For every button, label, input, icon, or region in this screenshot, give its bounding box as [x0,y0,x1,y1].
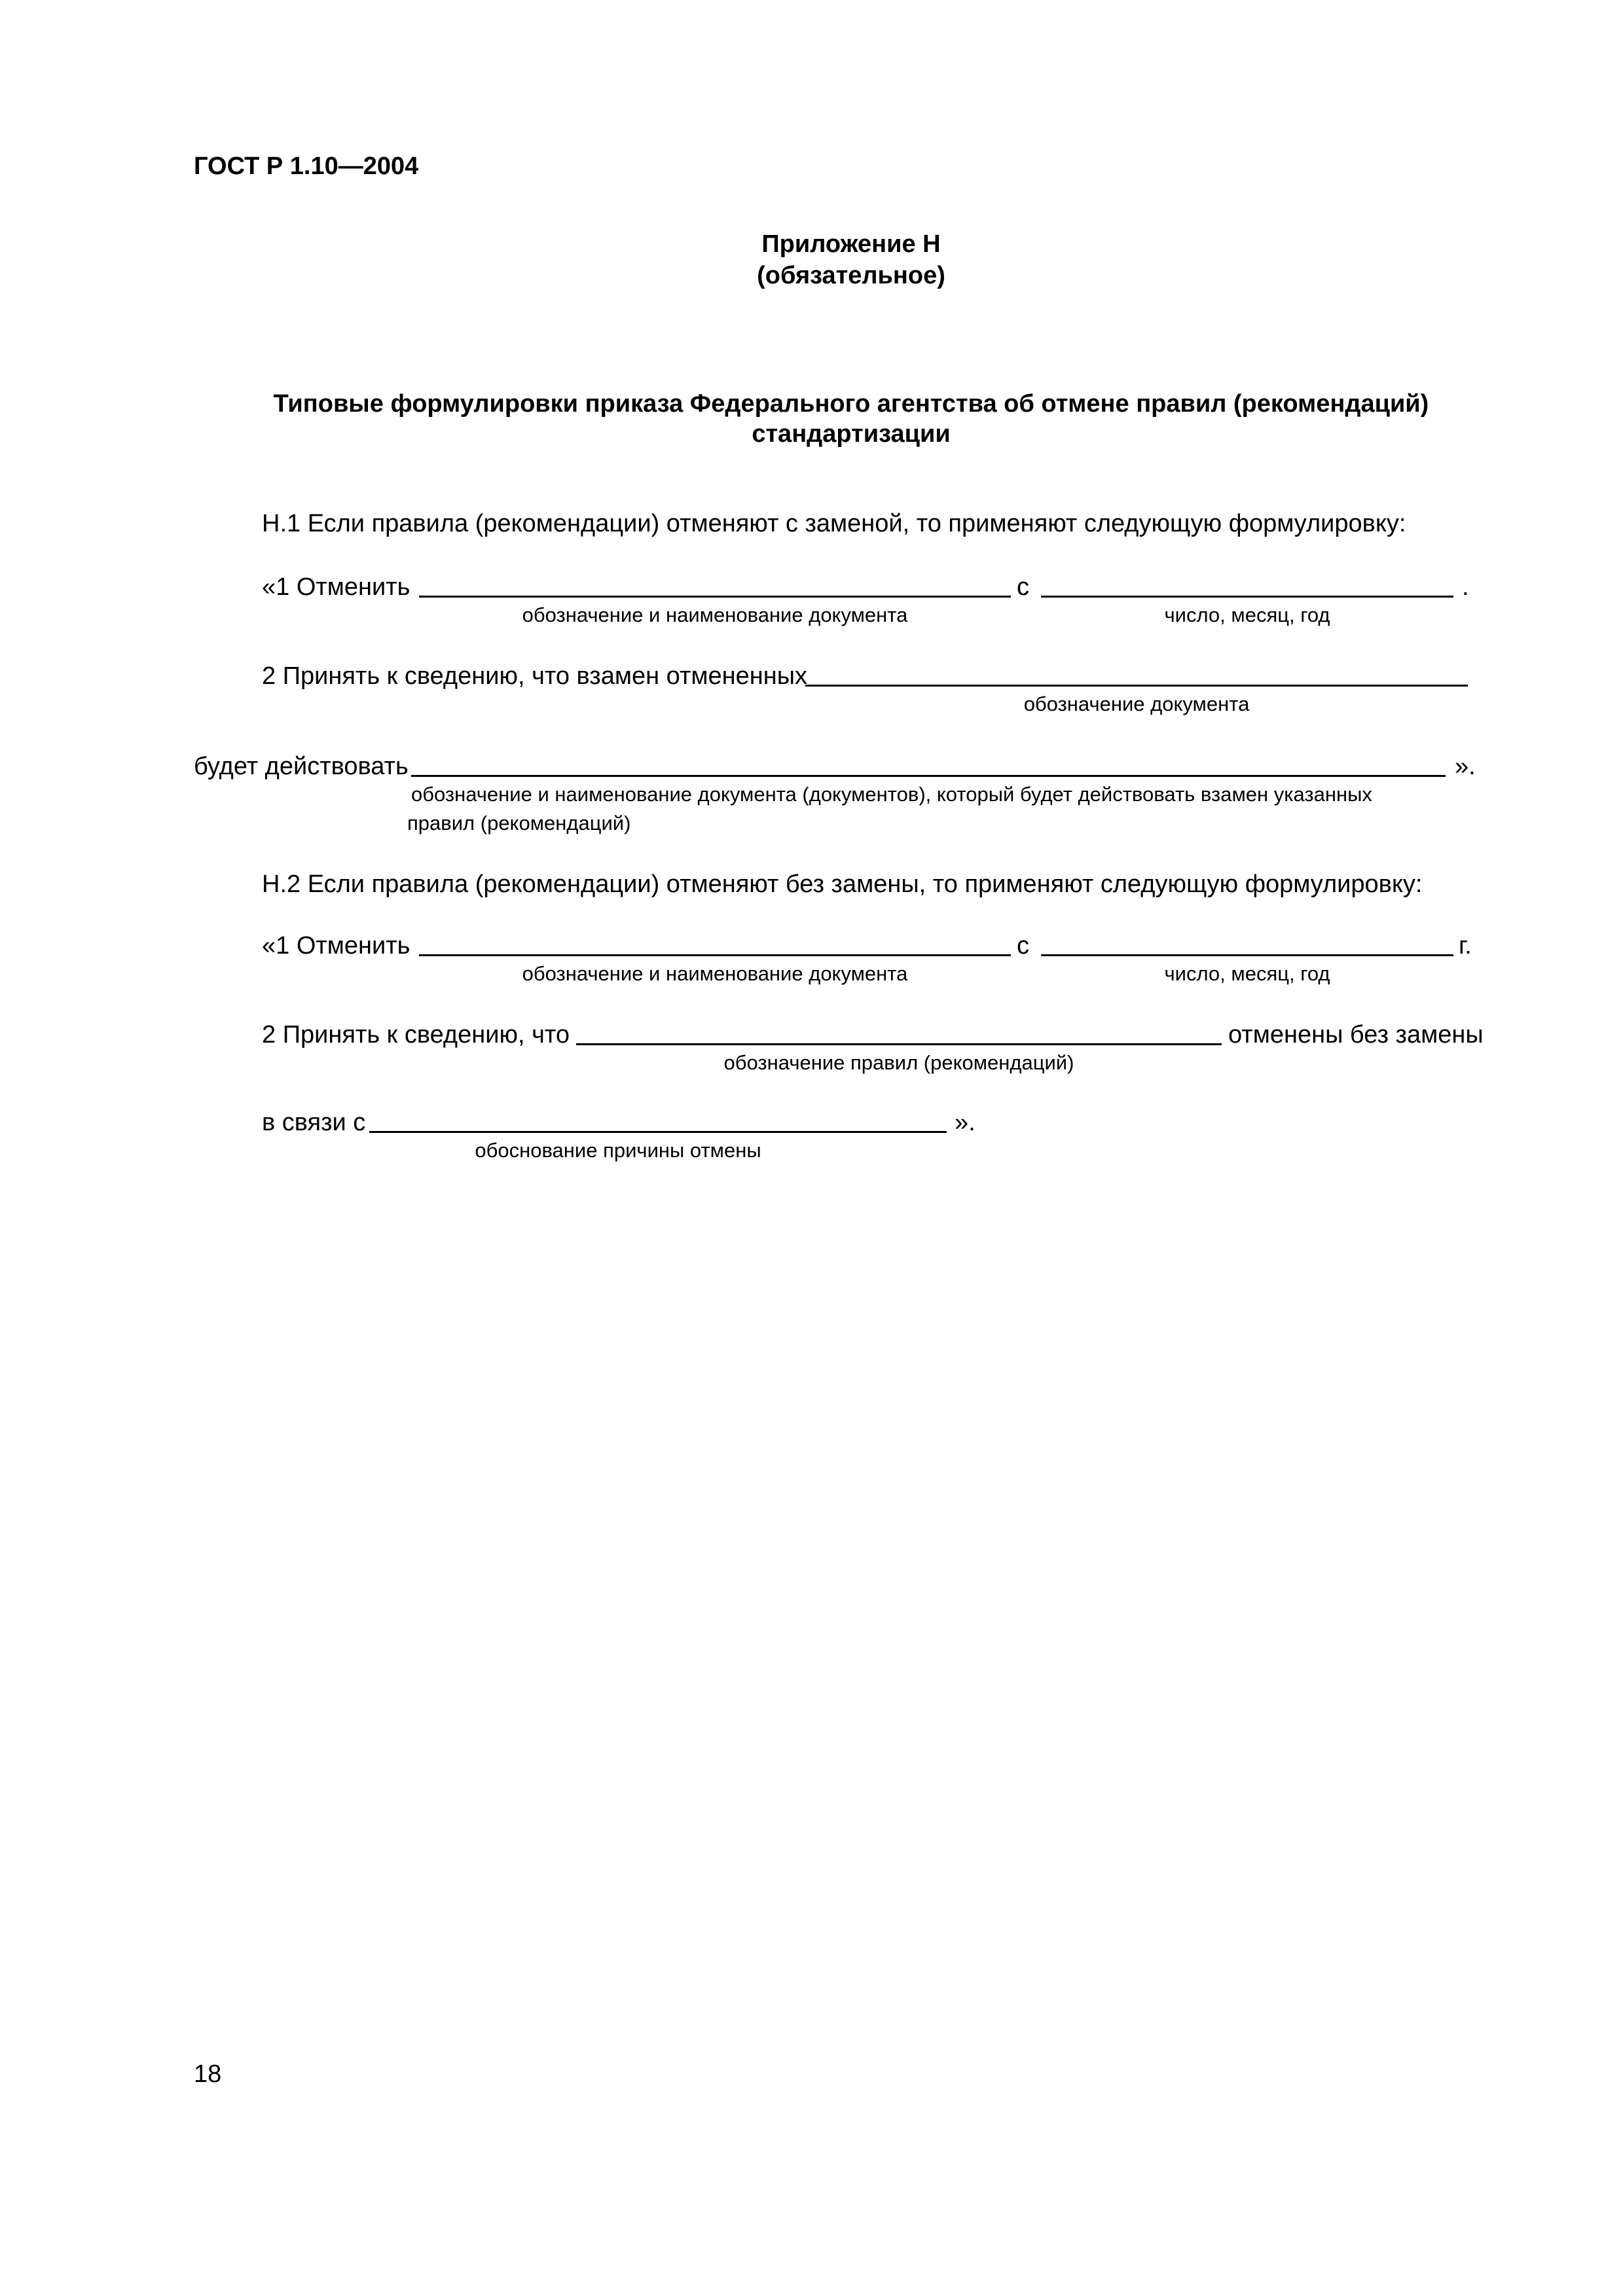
h1-item1-prefix: «1 Отменить [262,573,410,601]
h1-cont-suffix: ». [1455,753,1476,780]
h2-cont-prefix: в связи с [262,1109,366,1136]
h2-cont-suffix: ». [955,1109,976,1136]
h1-cont-caption-line1: обозначение и наименование документа (документов), который будет действовать взамен указанных [411,783,1372,806]
h1-item2-doc-caption: обозначение документа [1023,692,1250,715]
section-h1-intro: Н.1 Если правила (рекомендации) отменяют с заменой, то применяют следующую формулировку: [262,510,1406,537]
h1-item1-mid: с [1017,573,1029,601]
appendix-label: Приложение Н [761,230,941,258]
h1-item1-suffix: . [1462,573,1469,601]
h2-item1-date-blank[interactable] [1041,954,1453,956]
h2-item1-date-caption: число, месяц, год [1164,962,1330,985]
h2-item1-prefix: «1 Отменить [262,932,410,960]
h1-item2-doc-blank[interactable] [805,685,1468,687]
appendix-status: (обязательное) [757,262,945,289]
h1-item1-doc-caption: обозначение и наименование документа [522,603,908,626]
h1-cont-prefix: будет действовать [194,753,409,780]
section-h2-intro: Н.2 Если правила (рекомендации) отменяют без замены, то применяют следующую формулировку: [262,870,1423,898]
h1-item1-doc-blank[interactable] [419,596,1011,598]
h1-item1-date-caption: число, месяц, год [1164,603,1330,626]
h1-cont-doc-blank[interactable] [411,775,1446,777]
page-number: 18 [194,2060,222,2088]
appendix-title-line2: стандартизации [752,420,951,448]
h1-cont-caption-line2: правил (рекомендаций) [407,812,631,834]
appendix-title-line1: Типовые формулировки приказа Федерального агентства об отмене правил (рекомендаций) [273,390,1429,418]
h2-cont-reason-blank[interactable] [369,1131,947,1133]
document-header-code: ГОСТ Р 1.10—2004 [194,152,419,180]
h2-item1-doc-blank[interactable] [419,954,1011,956]
h2-item1-doc-caption: обозначение и наименование документа [522,962,908,985]
h1-item2-prefix: 2 Принять к сведению, что взамен отмененных [262,662,808,690]
h2-item2-rules-caption: обозначение правил (рекомендаций) [723,1051,1074,1074]
h2-item2-prefix: 2 Принять к сведению, что [262,1021,570,1049]
h2-cont-reason-caption: обоснование причины отмены [475,1139,761,1162]
h1-item1-date-blank[interactable] [1041,596,1453,598]
h2-item1-suffix: г. [1459,932,1472,960]
h2-item1-mid: с [1017,932,1029,960]
h2-item2-rules-blank[interactable] [576,1043,1222,1045]
h2-item2-suffix: отменены без замены [1228,1021,1484,1049]
